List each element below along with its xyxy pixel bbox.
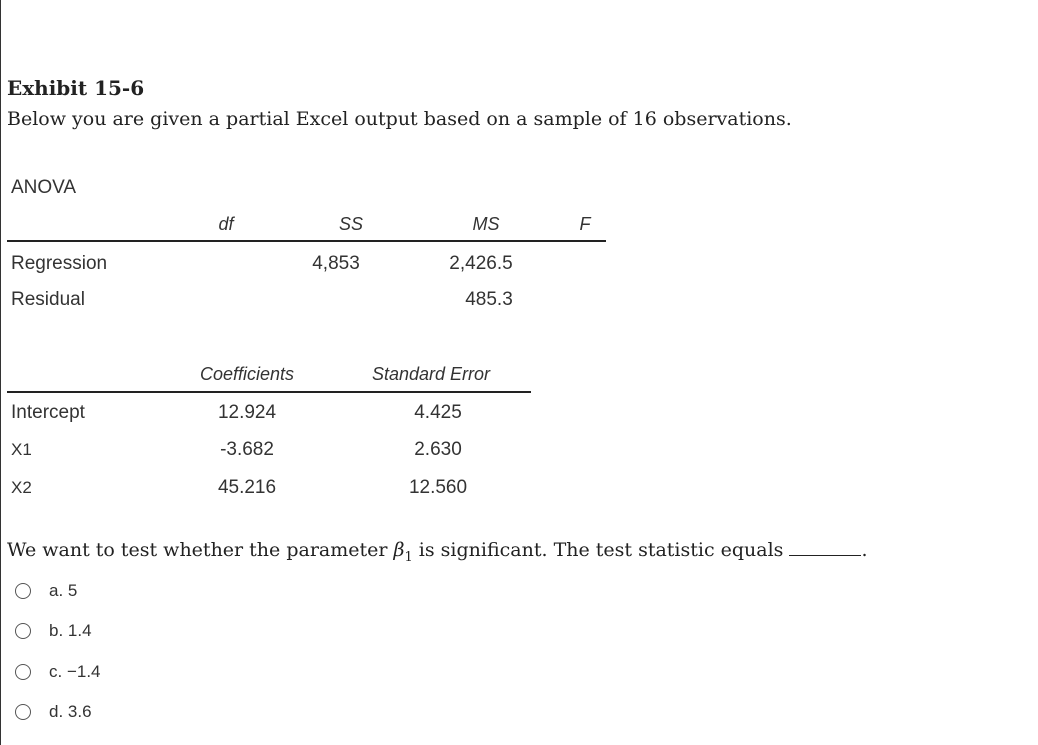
- coef-cell-standard-error: 2.630: [414, 439, 462, 460]
- option-label: c. −1.4: [49, 662, 101, 681]
- radio-button-icon[interactable]: [15, 704, 31, 720]
- anova-header-df: df: [218, 214, 234, 234]
- coef-cell-coefficient: 45.216: [217, 477, 277, 498]
- beta-subscript: 1: [404, 549, 413, 565]
- option-label: a. 5: [49, 581, 78, 600]
- anova-cell-ss: 4,853: [312, 253, 360, 274]
- anova-cell-ms: 485.3: [465, 289, 513, 310]
- radio-button-icon[interactable]: [15, 623, 31, 639]
- coef-cell-standard-error: 4.425: [414, 402, 462, 423]
- question-text: We want to test whether the parameter $\beta_1$ is significant. The test statistic equals .: [7, 539, 868, 565]
- anova-header-f: F: [579, 214, 591, 234]
- coef-header-coefficients: Coefficients: [199, 364, 295, 384]
- anova-header-ss: SS: [338, 214, 363, 234]
- coef-row-label: X1: [11, 440, 32, 459]
- anova-cell-ms: 2,426.5: [449, 253, 513, 274]
- anova-row-label: Residual: [11, 289, 85, 310]
- option-b[interactable]: [15, 620, 92, 642]
- question-text-after: is significant. The test statistic equals: [412, 539, 784, 561]
- beta-symbol: β: [393, 539, 405, 561]
- coef-row-label: X2: [11, 478, 32, 497]
- anova-header-rule: [7, 240, 606, 242]
- answer-blank: [789, 539, 861, 556]
- option-label: d. 3.6: [49, 702, 92, 721]
- option-c[interactable]: [15, 661, 101, 683]
- anova-row-label: Regression: [11, 253, 108, 274]
- coef-cell-standard-error: 12.560: [408, 477, 468, 498]
- coef-header-standard-error: Standard Error: [371, 364, 491, 384]
- anova-header-ms: MS: [472, 214, 500, 234]
- question-text-before: We want to test whether the parameter: [7, 539, 394, 561]
- coef-cell-coefficient: 12.924: [217, 402, 277, 423]
- coef-header-rule: [7, 391, 531, 393]
- coef-row-label: Intercept: [11, 402, 85, 423]
- exhibit-title: Exhibit 15-6: [7, 76, 145, 100]
- anova-label: ANOVA: [11, 177, 77, 198]
- radio-button-icon[interactable]: [15, 664, 31, 680]
- option-a[interactable]: [15, 580, 77, 602]
- option-d[interactable]: [15, 701, 92, 723]
- option-label: b. 1.4: [49, 621, 92, 640]
- coef-cell-coefficient: -3.682: [220, 439, 274, 460]
- radio-button-icon[interactable]: [15, 583, 31, 599]
- exhibit-description: Below you are given a partial Excel output based on a sample of 16 observations.: [7, 108, 792, 130]
